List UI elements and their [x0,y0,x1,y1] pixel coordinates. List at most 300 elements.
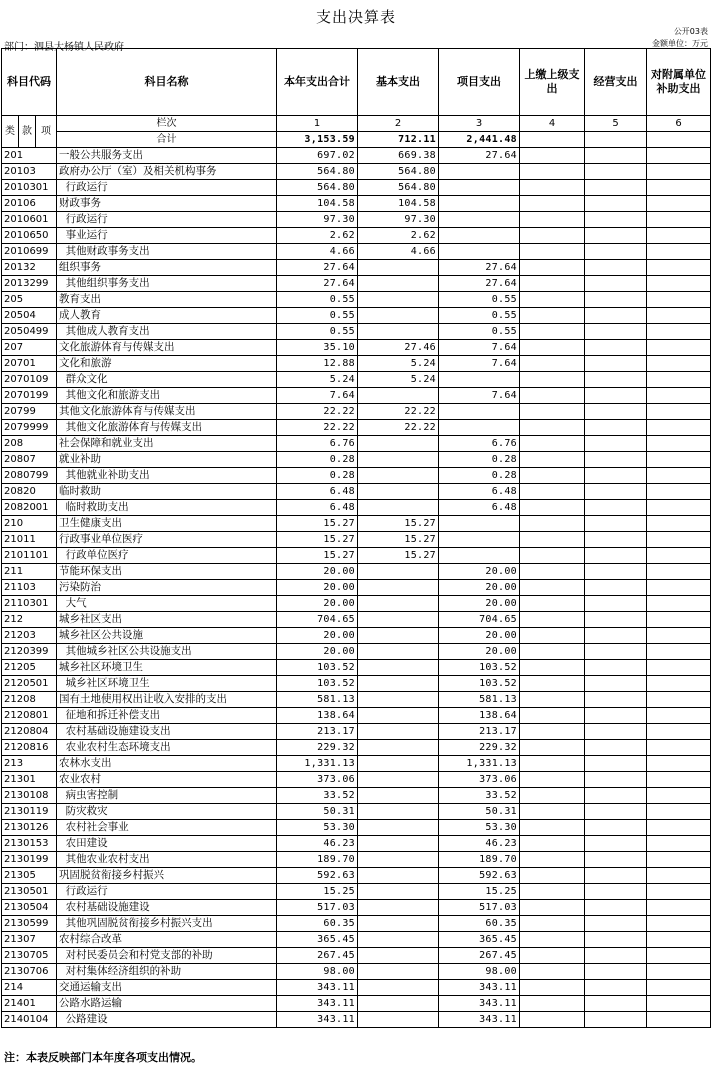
table-row [2,468,711,484]
row-upper [520,708,585,724]
table-row [2,180,711,196]
row-operating [585,404,647,420]
row-operating [585,996,647,1012]
header-basic: 基本支出 [358,49,439,116]
row-name: 征地和拆迁补偿支出 [57,708,277,724]
row-basic: 4.66 [358,244,439,260]
row-operating [585,932,647,948]
row-name: 对村民委员会和村党支部的补助 [57,948,277,964]
row-code: 2010699 [2,244,57,260]
row-total: 4.66 [277,244,358,260]
row-basic [358,980,439,996]
row-subsidy [647,836,711,852]
row-total: 564.80 [277,164,358,180]
row-name: 农村基础设施建设 [57,900,277,916]
total-subsidy [647,132,711,148]
row-subsidy [647,596,711,612]
header-xiang: 项 [36,116,57,148]
row-project: 20.00 [439,580,520,596]
row-upper [520,548,585,564]
row-basic: 22.22 [358,404,439,420]
table-row [2,260,711,276]
row-upper [520,884,585,900]
row-subsidy [647,404,711,420]
row-basic [358,292,439,308]
row-subsidy [647,468,711,484]
header-subsidy: 对附属单位补助支出 [647,49,711,116]
row-total: 15.27 [277,516,358,532]
row-code: 211 [2,564,57,580]
row-upper [520,724,585,740]
row-project: 6.76 [439,436,520,452]
table-row [2,244,711,260]
row-project: 592.63 [439,868,520,884]
table-row [2,804,711,820]
row-name: 污染防治 [57,580,277,596]
col-index-1: 1 [277,116,358,132]
row-code: 2120804 [2,724,57,740]
row-total: 6.48 [277,484,358,500]
row-basic [358,852,439,868]
row-basic [358,708,439,724]
row-project: 20.00 [439,628,520,644]
lanci-label: 栏次 [57,116,277,132]
table-row [2,692,711,708]
table-row [2,788,711,804]
row-name: 行政运行 [57,884,277,900]
row-upper [520,212,585,228]
col-index-5: 5 [585,116,647,132]
row-total: 20.00 [277,628,358,644]
header-project: 项目支出 [439,49,520,116]
row-subsidy [647,564,711,580]
row-code: 2130199 [2,852,57,868]
row-project: 20.00 [439,644,520,660]
row-code: 208 [2,436,57,452]
row-project: 98.00 [439,964,520,980]
row-basic [358,660,439,676]
row-subsidy [647,708,711,724]
row-subsidy [647,260,711,276]
row-subsidy [647,244,711,260]
row-name: 行政运行 [57,212,277,228]
row-total: 267.45 [277,948,358,964]
row-operating [585,724,647,740]
row-code: 21103 [2,580,57,596]
row-code: 2130599 [2,916,57,932]
row-basic [358,1012,439,1028]
table-row [2,964,711,980]
row-basic [358,276,439,292]
row-code: 2010301 [2,180,57,196]
row-total: 22.22 [277,404,358,420]
row-subsidy [647,228,711,244]
row-subsidy [647,692,711,708]
row-upper [520,788,585,804]
row-code: 2079999 [2,420,57,436]
row-operating [585,276,647,292]
row-project: 0.55 [439,324,520,340]
row-total: 2.62 [277,228,358,244]
row-name: 政府办公厅（室）及相关机构事务 [57,164,277,180]
row-subsidy [647,852,711,868]
row-total: 103.52 [277,676,358,692]
row-upper [520,388,585,404]
row-subsidy [647,916,711,932]
row-subsidy [647,868,711,884]
row-code: 2140104 [2,1012,57,1028]
row-name: 群众文化 [57,372,277,388]
row-subsidy [647,324,711,340]
row-total: 15.27 [277,532,358,548]
row-project [439,404,520,420]
row-basic [358,436,439,452]
row-code: 2130705 [2,948,57,964]
row-basic [358,260,439,276]
row-operating [585,868,647,884]
row-project: 27.64 [439,276,520,292]
row-upper [520,676,585,692]
row-upper [520,772,585,788]
row-project: 138.64 [439,708,520,724]
row-basic [358,676,439,692]
row-total: 189.70 [277,852,358,868]
row-subsidy [647,452,711,468]
row-upper [520,660,585,676]
row-project [439,372,520,388]
row-total: 0.55 [277,308,358,324]
row-code: 2010601 [2,212,57,228]
row-operating [585,388,647,404]
table-row [2,228,711,244]
table-row [2,740,711,756]
row-project [439,516,520,532]
row-subsidy [647,724,711,740]
row-name: 其他财政事务支出 [57,244,277,260]
table-row [2,868,711,884]
row-code: 20132 [2,260,57,276]
row-operating [585,612,647,628]
row-basic [358,868,439,884]
row-upper [520,468,585,484]
row-code: 213 [2,756,57,772]
row-upper [520,500,585,516]
table-row [2,164,711,180]
row-total: 213.17 [277,724,358,740]
row-operating [585,644,647,660]
row-code: 201 [2,148,57,164]
row-operating [585,708,647,724]
table-row [2,388,711,404]
row-upper [520,628,585,644]
row-subsidy [647,788,711,804]
row-basic [358,324,439,340]
row-total: 564.80 [277,180,358,196]
row-operating [585,468,647,484]
row-total: 697.02 [277,148,358,164]
row-basic [358,740,439,756]
row-operating [585,1012,647,1028]
row-upper [520,180,585,196]
row-operating [585,148,647,164]
row-subsidy [647,644,711,660]
table-row [2,660,711,676]
row-operating [585,228,647,244]
row-subsidy [647,932,711,948]
row-upper [520,372,585,388]
row-name: 教育支出 [57,292,277,308]
col-index-6: 6 [647,116,711,132]
row-name: 农林水支出 [57,756,277,772]
row-upper [520,356,585,372]
row-basic [358,916,439,932]
row-name: 防灾救灾 [57,804,277,820]
row-basic [358,468,439,484]
row-upper [520,996,585,1012]
row-upper [520,228,585,244]
row-subsidy [647,756,711,772]
row-total: 0.55 [277,292,358,308]
row-code: 20807 [2,452,57,468]
row-name: 文化旅游体育与传媒支出 [57,340,277,356]
row-code: 2130504 [2,900,57,916]
row-operating [585,212,647,228]
row-name: 临时救助支出 [57,500,277,516]
row-code: 2120801 [2,708,57,724]
table-row [2,436,711,452]
row-subsidy [647,436,711,452]
row-project [439,228,520,244]
row-project: 1,331.13 [439,756,520,772]
row-basic [358,308,439,324]
row-name: 其他组织事务支出 [57,276,277,292]
total-sum: 3,153.59 [277,132,358,148]
row-code: 2070109 [2,372,57,388]
table-row [2,548,711,564]
row-name: 节能环保支出 [57,564,277,580]
row-upper [520,260,585,276]
row-project: 6.48 [439,500,520,516]
row-operating [585,564,647,580]
table-row [2,532,711,548]
row-basic [358,836,439,852]
row-basic: 104.58 [358,196,439,212]
row-upper [520,404,585,420]
row-upper [520,612,585,628]
row-upper [520,644,585,660]
table-row [2,372,711,388]
row-name: 行政事业单位医疗 [57,532,277,548]
expenditure-table [1,48,711,1028]
row-basic [358,804,439,820]
row-name: 其他巩固脱贫衔接乡村振兴支出 [57,916,277,932]
row-operating [585,740,647,756]
table-row [2,884,711,900]
row-total: 343.11 [277,1012,358,1028]
row-basic: 5.24 [358,372,439,388]
row-code: 2101101 [2,548,57,564]
row-code: 2120501 [2,676,57,692]
row-total: 46.23 [277,836,358,852]
header-lei: 类 [2,116,19,148]
row-project: 53.30 [439,820,520,836]
row-basic [358,580,439,596]
row-name: 农村基础设施建设支出 [57,724,277,740]
row-subsidy [647,372,711,388]
row-operating [585,452,647,468]
row-name: 城乡社区公共设施 [57,628,277,644]
table-row [2,628,711,644]
row-operating [585,804,647,820]
row-basic: 15.27 [358,516,439,532]
row-basic: 22.22 [358,420,439,436]
row-code: 21401 [2,996,57,1012]
row-name: 公路建设 [57,1012,277,1028]
row-name: 其他农业农村支出 [57,852,277,868]
row-code: 21305 [2,868,57,884]
row-upper [520,436,585,452]
row-operating [585,948,647,964]
row-total: 15.25 [277,884,358,900]
row-code: 21203 [2,628,57,644]
row-basic [358,452,439,468]
row-subsidy [647,420,711,436]
row-operating [585,916,647,932]
header-total: 本年支出合计 [277,49,358,116]
row-name: 事业运行 [57,228,277,244]
table-row [2,596,711,612]
row-upper [520,164,585,180]
row-total: 103.52 [277,660,358,676]
table-row [2,308,711,324]
row-basic [358,996,439,1012]
table-row [2,580,711,596]
row-total: 15.27 [277,548,358,564]
row-operating [585,420,647,436]
row-operating [585,852,647,868]
row-basic [358,788,439,804]
row-code: 2050499 [2,324,57,340]
row-project: 27.64 [439,260,520,276]
row-total: 35.10 [277,340,358,356]
row-upper [520,916,585,932]
row-upper [520,244,585,260]
row-subsidy [647,1012,711,1028]
row-total: 97.30 [277,212,358,228]
row-total: 5.24 [277,372,358,388]
row-name: 社会保障和就业支出 [57,436,277,452]
row-code: 210 [2,516,57,532]
table-row [2,996,711,1012]
row-operating [585,308,647,324]
row-subsidy [647,516,711,532]
row-name: 行政单位医疗 [57,548,277,564]
row-project: 0.55 [439,292,520,308]
table-row [2,564,711,580]
row-project: 103.52 [439,660,520,676]
row-subsidy [647,996,711,1012]
row-total: 138.64 [277,708,358,724]
row-name: 病虫害控制 [57,788,277,804]
row-basic: 564.80 [358,164,439,180]
row-name: 其他文化和旅游支出 [57,388,277,404]
row-name: 临时救助 [57,484,277,500]
row-subsidy [647,388,711,404]
row-total: 229.32 [277,740,358,756]
row-basic [358,884,439,900]
row-subsidy [647,804,711,820]
row-subsidy [647,196,711,212]
row-name: 巩固脱贫衔接乡村振兴 [57,868,277,884]
row-name: 其他成人教育支出 [57,324,277,340]
row-total: 0.28 [277,452,358,468]
row-upper [520,900,585,916]
row-basic [358,772,439,788]
row-operating [585,372,647,388]
row-code: 2120399 [2,644,57,660]
header-name: 科目名称 [57,49,277,116]
row-operating [585,692,647,708]
row-operating [585,900,647,916]
row-basic: 27.46 [358,340,439,356]
row-project: 343.11 [439,996,520,1012]
row-subsidy [647,980,711,996]
table-row [2,852,711,868]
header-upper: 上缴上级支出 [520,49,585,116]
row-code: 212 [2,612,57,628]
table-row [2,276,711,292]
col-index-2: 2 [358,116,439,132]
row-operating [585,324,647,340]
row-total: 6.48 [277,500,358,516]
row-project: 46.23 [439,836,520,852]
row-upper [520,196,585,212]
row-operating [585,980,647,996]
row-code: 205 [2,292,57,308]
row-code: 214 [2,980,57,996]
row-operating [585,484,647,500]
row-name: 城乡社区支出 [57,612,277,628]
row-total: 104.58 [277,196,358,212]
row-name: 组织事务 [57,260,277,276]
row-upper [520,852,585,868]
row-operating [585,628,647,644]
row-name: 一般公共服务支出 [57,148,277,164]
row-upper [520,532,585,548]
row-code: 2120816 [2,740,57,756]
row-project: 229.32 [439,740,520,756]
row-code: 20701 [2,356,57,372]
table-row [2,404,711,420]
row-basic [358,500,439,516]
table-row [2,420,711,436]
row-name: 其他城乡社区公共设施支出 [57,644,277,660]
row-project [439,196,520,212]
row-basic [358,612,439,628]
row-code: 20820 [2,484,57,500]
row-subsidy [647,164,711,180]
row-operating [585,596,647,612]
row-total: 704.65 [277,612,358,628]
row-name: 国有土地使用权出让收入安排的支出 [57,692,277,708]
row-upper [520,148,585,164]
row-operating [585,244,647,260]
row-project: 20.00 [439,564,520,580]
row-upper [520,484,585,500]
row-project: 7.64 [439,340,520,356]
row-basic [358,756,439,772]
row-project: 33.52 [439,788,520,804]
